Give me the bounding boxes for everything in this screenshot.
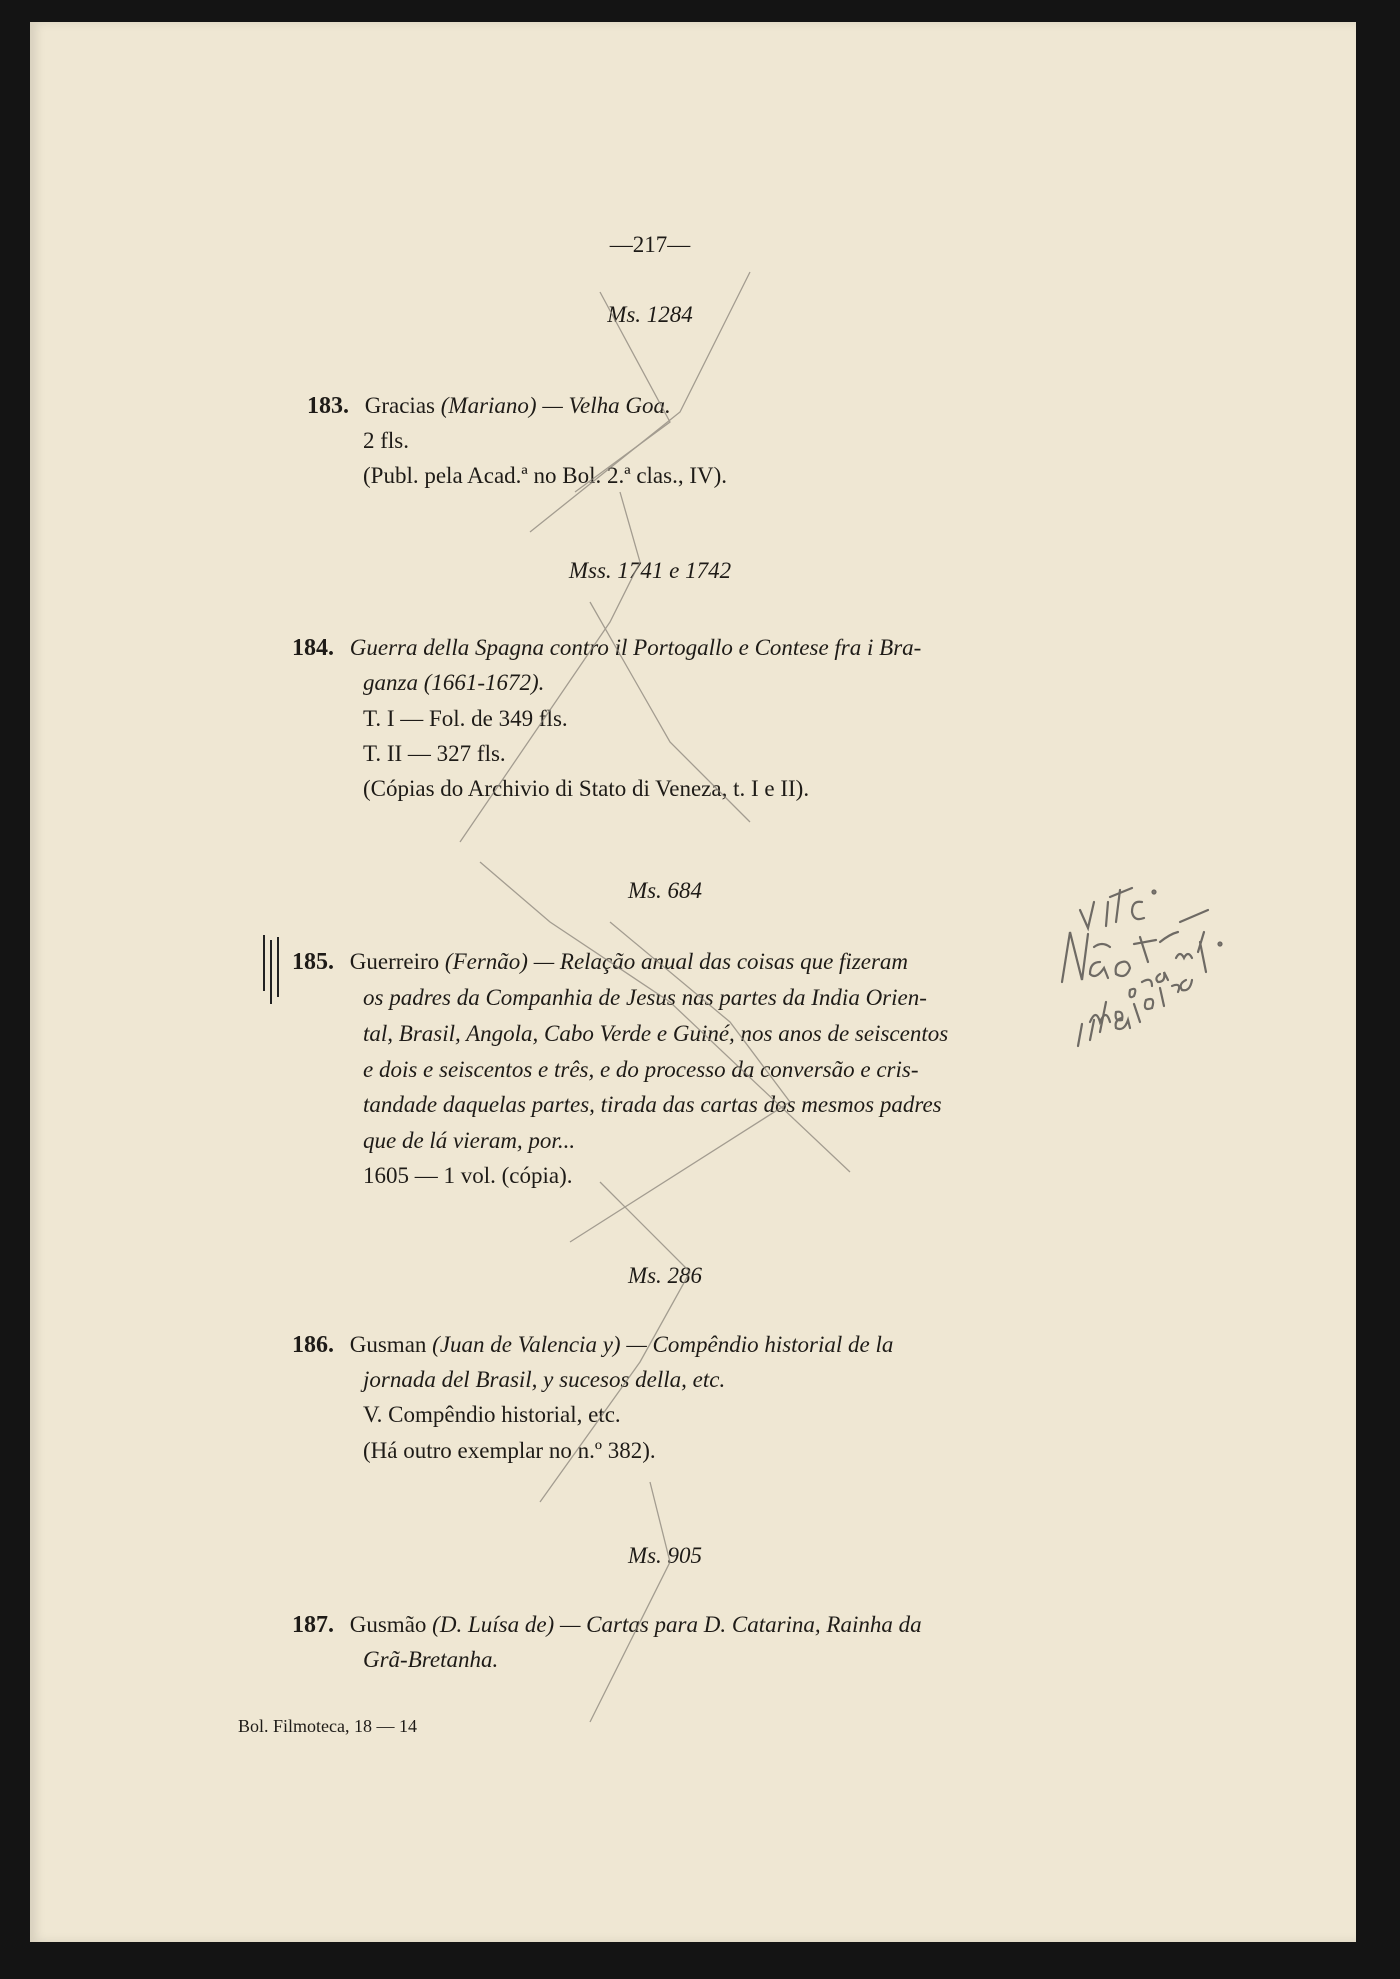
- page-number: —217—: [609, 232, 691, 257]
- entry-title: — Compêndio historial de la: [626, 1332, 894, 1357]
- entry-author: Gusman: [349, 1332, 427, 1357]
- entry-183: [307, 390, 671, 422]
- entry-title-line: ganza (1661-1672).: [363, 670, 545, 695]
- entry-line: (Há outro exemplar no n.º 382).: [363, 1438, 656, 1463]
- entry-line: V. Compêndio historial, etc.: [363, 1402, 621, 1427]
- entry-title: — Velha Goa.: [542, 393, 671, 418]
- shelfmark-1284: Ms. 1284: [607, 302, 693, 327]
- entry-title-line: e dois e seiscentos e três, e do processo da conversão e cris-: [363, 1057, 919, 1082]
- document-page: [30, 22, 1356, 1942]
- entry-line: T. II — 327 fls.: [363, 741, 506, 766]
- entry-title-line: jornada del Brasil, y sucesos della, etc.: [363, 1367, 726, 1392]
- shelfmark-286: Ms. 286: [627, 1263, 703, 1288]
- margin-mark: [277, 937, 279, 997]
- entry-186: [292, 1329, 893, 1361]
- entry-title-line: tal, Brasil, Angola, Cabo Verde e Guiné, nos anos de seiscentos: [363, 1021, 949, 1046]
- margin-mark: [270, 940, 272, 1004]
- entry-185: [292, 946, 908, 978]
- footer: Bol. Filmoteca, 18 — 14: [238, 1716, 417, 1736]
- entry-line: 2 fls.: [363, 428, 409, 453]
- entry-author: Gracias: [364, 393, 435, 418]
- entry-184: [292, 632, 921, 664]
- entry-title-line: os padres da Companhia de Jesus nas partes da India Orien-: [363, 985, 927, 1010]
- shelfmark-1741-1742: Mss. 1741 e 1742: [568, 558, 732, 583]
- entry-number: 186.: [292, 1332, 334, 1358]
- entry-number: 185.: [292, 949, 334, 975]
- entry-title: — Cartas para D. Catarina, Rainha da: [559, 1612, 922, 1637]
- entry-line: (Cópias do Archivio di Stato di Veneza, t. I e II).: [363, 776, 810, 801]
- margin-mark: [263, 935, 265, 991]
- entry-title-line: tandade daquelas partes, tirada das cartas dos mesmos padres: [363, 1092, 942, 1117]
- entry-author-given: (D. Luísa de): [432, 1612, 555, 1637]
- entry-title: — Relação anual das coisas que fizeram: [533, 949, 909, 974]
- entry-title-line: Grã-Bretanha.: [363, 1647, 499, 1672]
- entry-author-given: (Mariano): [440, 393, 537, 418]
- entry-author: Guerreiro: [349, 949, 440, 974]
- entry-author: Gusmão: [349, 1612, 427, 1637]
- entry-number: 187.: [292, 1612, 334, 1638]
- entry-title-line: que de lá vieram, por...: [363, 1128, 576, 1153]
- entry-187: [292, 1609, 922, 1641]
- entry-number: 184.: [292, 635, 334, 661]
- entry-number: 183.: [307, 393, 349, 419]
- entry-author-given: (Fernão): [444, 949, 528, 974]
- entry-title-line: Guerra della Spagna contro il Portogallo e Contese fra i Bra-: [349, 635, 922, 660]
- shelfmark-905: Ms. 905: [627, 1543, 703, 1568]
- entry-line: T. I — Fol. de 349 fls.: [363, 706, 568, 731]
- entry-line: (Publ. pela Acad.ª no Bol. 2.ª clas., IV).: [363, 463, 728, 488]
- entry-line: 1605 — 1 vol. (cópia).: [363, 1163, 573, 1188]
- entry-author-given: (Juan de Valencia y): [432, 1332, 621, 1357]
- shelfmark-684: Ms. 684: [627, 878, 703, 903]
